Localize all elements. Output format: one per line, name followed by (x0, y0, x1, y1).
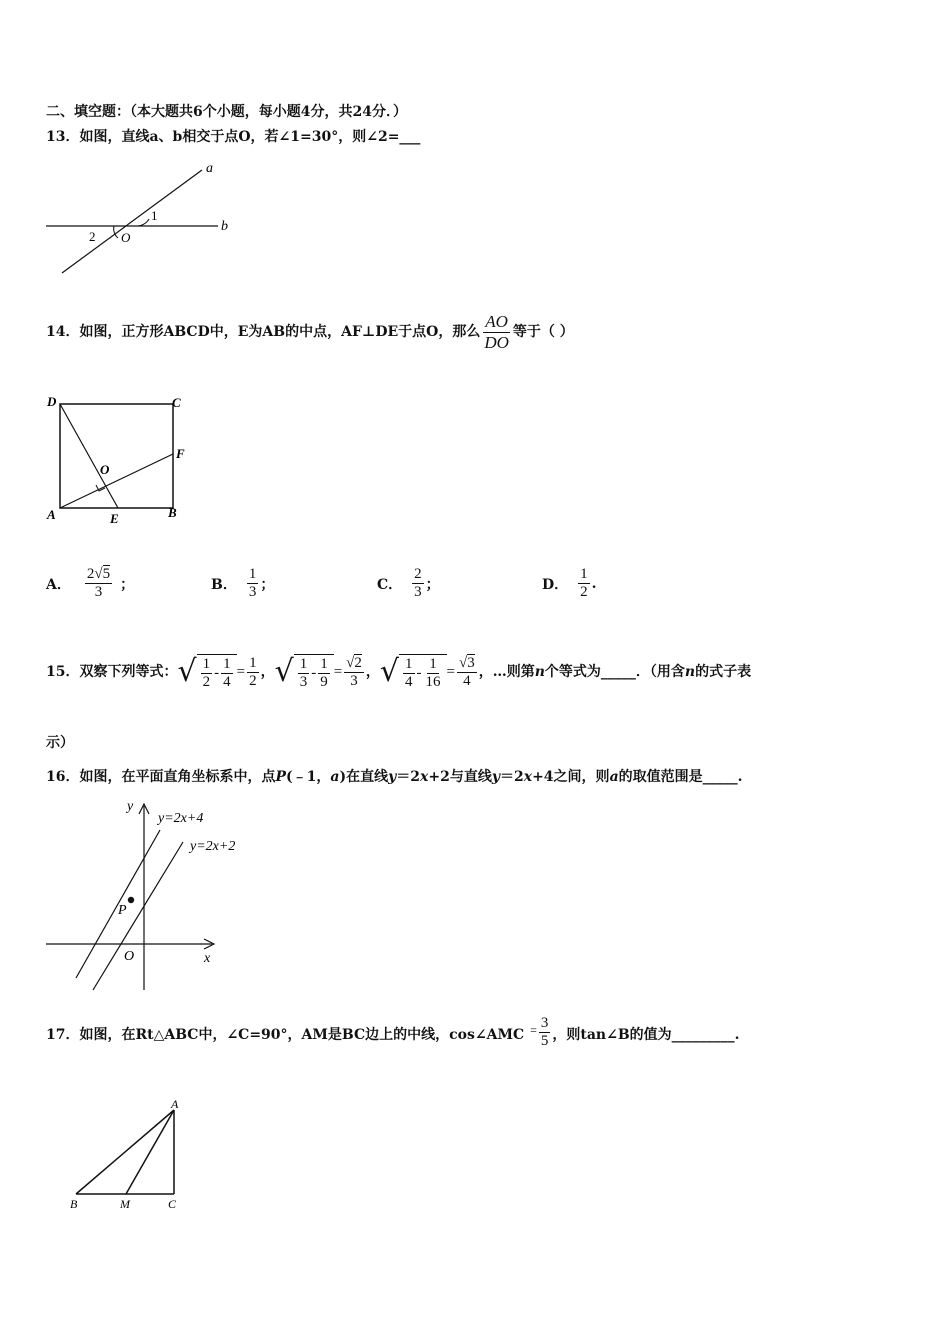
question-14-text: 14．如图，正方形ABCD中，E为AB的中点，AF⊥DE于点O，那么 $\frac{AO}{DO}$ 等于（ ） (46, 311, 574, 352)
label-a: a (206, 161, 213, 176)
q14-fraction: $\frac{AO}{DO}$ (484, 311, 509, 352)
segment-DE (60, 404, 118, 508)
question-16-text: 16．如图，在平面直角坐标系中，点P(﹣1，a)在直线y＝2x+2与直线y＝2x+4之间，则a的取值范围是_____. (46, 769, 743, 785)
label-A: A (47, 507, 56, 522)
angle-1-arc (137, 219, 149, 226)
label-P: P (118, 903, 127, 918)
question-13-text: 13．如图，直线a、b相交于点O，若∠1=30°，则∠2=___ (46, 129, 421, 145)
question-15-text: 15．双察下列等式： √ $\frac{1}{2}$ - $\frac{1}{4}$ = $\frac{1}{2}$ ， √ $\frac{1}{3}$ - $\frac{1}{9}$ = $\frac{√2}{3}$ ， √ $\frac{1}{4}$ - $\frac{1}{16}$ = $\frac{√3}{4}$ ，…则第 n 个等式为_____．（用含 n 的式子表 (46, 654, 752, 690)
label-line-2: y=2x+2 (190, 839, 236, 854)
label-angle-2: 2 (89, 229, 96, 244)
label-C: C (172, 395, 181, 410)
label-angle-1: 1 (151, 208, 158, 223)
option-c[interactable]: C． $\frac{2}{3}$ ； (377, 566, 440, 600)
line-y-2x-2 (93, 842, 183, 990)
label-line-1: y=2x+4 (158, 811, 204, 826)
segment-MA (126, 1110, 174, 1194)
q13-figure (40, 158, 240, 280)
segment-AF (60, 454, 173, 508)
q16-figure (40, 796, 260, 996)
segment-BA (76, 1110, 174, 1194)
option-d[interactable]: D． $\frac{1}{2}$ . (542, 566, 597, 600)
label-y: y (127, 799, 134, 814)
label-O: O (124, 949, 135, 964)
square-ABCD (60, 404, 173, 508)
label-b: b (221, 219, 228, 234)
option-b[interactable]: B． $\frac{1}{3}$ ； (211, 566, 275, 600)
question-17-text: 17．如图，在Rt△ABC中，∠C=90°，AM是BC边上的中线，cos∠AMC = $\frac{3}{5}$ ，则tan∠B的值为_________. (46, 1014, 740, 1049)
label-M: M (120, 1197, 130, 1211)
equation-2: √ $\frac{1}{3}$ - $\frac{1}{9}$ = $\frac{√2}{3}$ (274, 654, 362, 690)
point-P (128, 897, 134, 903)
label-F: F (176, 446, 185, 461)
label-B: B (168, 505, 177, 520)
q17-figure (60, 1092, 200, 1220)
equation-3: √ $\frac{1}{4}$ - $\frac{1}{16}$ = $\frac{√3}{4}$ (379, 654, 475, 690)
label-A: A (171, 1097, 179, 1111)
label-O: O (121, 230, 131, 245)
q14-figure (40, 390, 200, 532)
label-O: O (100, 462, 110, 477)
section-title: 二、填空题：（本大题共6个小题，每小题4分，共24分．） (46, 104, 407, 120)
label-E: E (110, 511, 119, 526)
option-a[interactable]: A． $\frac{2√5}{3}$ ； (46, 566, 135, 600)
label-B: B (70, 1197, 78, 1211)
label-D: D (47, 394, 57, 409)
equation-1: √ $\frac{1}{2}$ - $\frac{1}{4}$ = $\frac{1}{2}$ (177, 654, 257, 690)
label-x: x (204, 951, 211, 966)
label-C: C (168, 1197, 177, 1211)
line-a (62, 170, 202, 273)
question-15-continuation: 示） (46, 735, 74, 751)
